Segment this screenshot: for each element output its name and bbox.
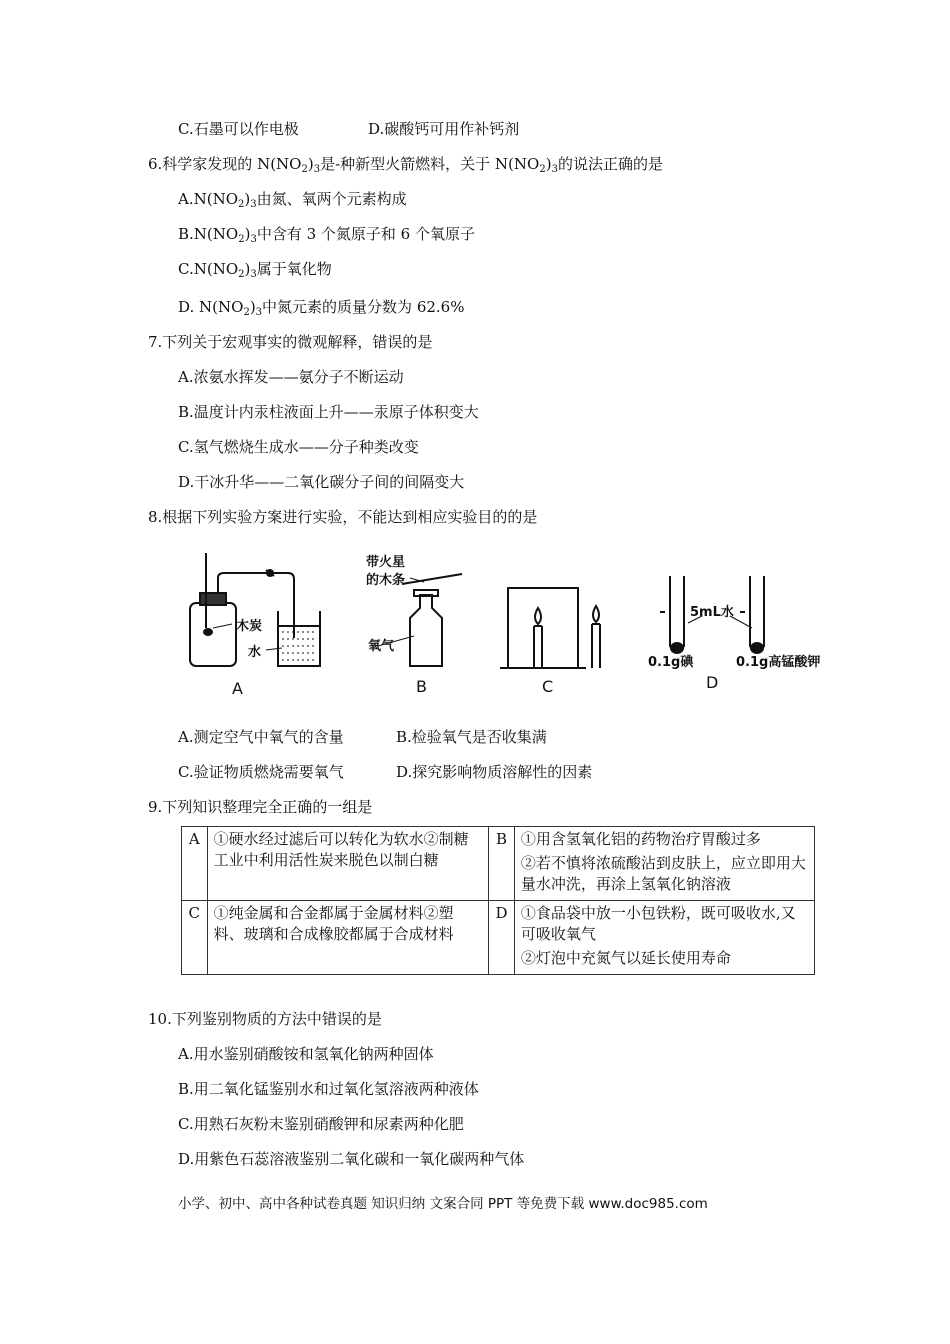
q8-option-d: D.探究影响物质溶解性的因素 xyxy=(396,763,593,781)
q8-option-c: C.验证物质燃烧需要氧气 xyxy=(178,763,344,781)
q6-option-c: $C.N(NO_2)_3$属于氧化物 xyxy=(178,260,332,280)
label-d: D xyxy=(706,673,719,692)
q6-option-a: $A.N(NO_2)_3$由氮、氧两个元素构成 xyxy=(178,190,407,210)
label-a: A xyxy=(232,679,243,698)
q10-option-d: D.用紫色石蕊溶液鉴别二氧化碳和一氧化碳两种气体 xyxy=(178,1150,525,1168)
label-b: B xyxy=(416,677,427,696)
q6-option-d: D. $N(NO_2)_3$中氮元素的质量分数为 62.6% xyxy=(178,298,465,318)
cell-text-b: ①用含氢氧化铝的药物治疗胃酸过多 ②若不慎将浓硫酸沾到皮肤上，应立即用大量水冲洗，再涂上氢氧化钠溶液 xyxy=(514,827,814,901)
label-splint-2: 的木条 xyxy=(366,573,406,588)
cell-text-a: ①硬水经过滤后可以转化为软水②制糖工业中利用活性炭来脱色以制白糖 xyxy=(207,827,489,901)
label-iodine: 0.1g碘 xyxy=(648,655,694,670)
q9-table xyxy=(181,826,815,975)
cell-key-a: A xyxy=(182,827,208,901)
q8-option-a: A.测定空气中氧气的含量 xyxy=(178,728,344,746)
experiment-diagram xyxy=(170,548,830,698)
q10-option-c: C.用熟石灰粉末鉴别硝酸钾和尿素两种化肥 xyxy=(178,1115,464,1133)
water-dots-a xyxy=(213,624,316,660)
q7-option-a: A.浓氨水挥发——氨分子不断运动 xyxy=(178,368,404,386)
q6-stem: 6.科学家发现的 $N(NO_2)_3$是-种新型火箭燃料，关于 $N(NO_2)_3$的说法正确的是 xyxy=(148,155,663,175)
q10-option-a: A.用水鉴别硝酸铵和氢氧化钠两种固体 xyxy=(178,1045,434,1063)
q10-stem: 10.下列鉴别物质的方法中错误的是 xyxy=(148,1010,382,1028)
cell-key-b: B xyxy=(489,827,515,901)
label-oxygen: 氧气 xyxy=(368,639,395,654)
q8-stem: 8.根据下列实验方案进行实验，不能达到相应实验目的的是 xyxy=(148,508,538,526)
apparatus-c xyxy=(500,588,600,668)
label-c: C xyxy=(542,677,554,696)
q9-stem: 9.下列知识整理完全正确的一组是 xyxy=(148,798,373,816)
label-5ml-water: 5mL水 xyxy=(690,605,734,620)
q7-option-b: B.温度计内汞柱液面上升——汞原子体积变大 xyxy=(178,403,479,421)
q6-option-b: $B.N(NO_2)_3$中含有 3 个氮原子和 6 个氧原子 xyxy=(178,225,475,245)
q5-option-d: D.碳酸钙可用作补钙剂 xyxy=(368,120,520,138)
label-kmno4: 0.1g高锰酸钾 xyxy=(736,655,821,670)
cell-text-d: ①食品袋中放一小包铁粉，既可吸收水,又可吸收氧气 ②灯泡中充氮气以延长使用寿命 xyxy=(514,901,814,975)
q10-option-b: B.用二氧化锰鉴别水和过氧化氢溶液两种液体 xyxy=(178,1080,479,1098)
q7-stem: 7.下列关于宏观事实的微观解释，错误的是 xyxy=(148,333,433,351)
q7-option-c: C.氢气燃烧生成水——分子种类改变 xyxy=(178,438,419,456)
label-splint-1: 带火星 xyxy=(366,555,406,570)
table-row xyxy=(182,901,815,975)
cell-text-c: ①纯金属和合金都属于金属材料②塑料、玻璃和合成橡胶都属于合成材料 xyxy=(207,901,489,975)
table-row xyxy=(182,827,815,901)
q5-option-c: C.石墨可以作电极 xyxy=(178,120,299,138)
cell-key-d: D xyxy=(489,901,515,975)
cell-key-c: C xyxy=(182,901,208,975)
q8-option-b: B.检验氧气是否收集满 xyxy=(396,728,547,746)
q7-option-d: D.干冰升华——二氧化碳分子间的间隔变大 xyxy=(178,473,465,491)
label-water: 水 xyxy=(248,645,262,660)
label-charcoal: 木炭 xyxy=(236,619,263,634)
page-footer: 小学、初中、高中各种试卷真题 知识归纳 文案合同 PPT 等免费下载 www.doc985.com xyxy=(178,1196,708,1212)
